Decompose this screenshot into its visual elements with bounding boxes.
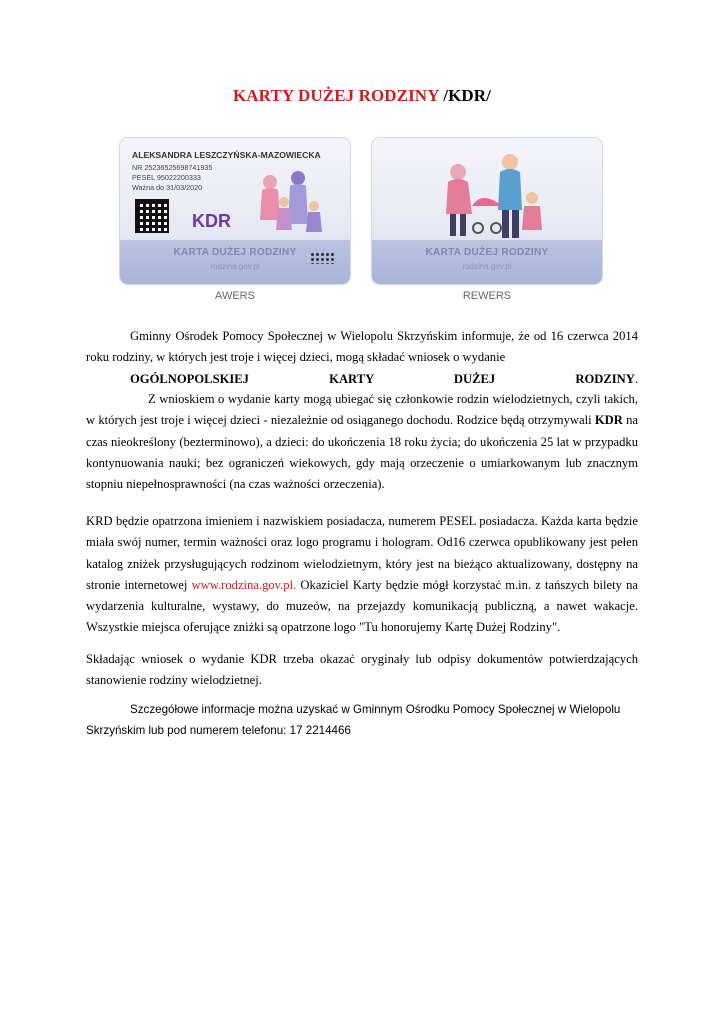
paragraph-card-details <box>86 511 638 639</box>
paragraph-intro-end: . <box>634 371 638 386</box>
paragraph-documents: Składając wniosek o wydanie KDR trzeba okazać oryginały lub odpisy dokumentów potwierdzających stanowienie rodziny wielodzietnej. <box>86 652 638 688</box>
contact-info: Szczegółowe informacje można uzyskać w Gminnym Ośrodku Pomocy Społecznej w Wielopolu Skrzyńskim lub pod numerem telefonu: 17 2214466 <box>86 703 621 737</box>
paragraph-eligibility-end: na czas nieokreślony (bezterminowo), a dzieci: do ukończenia 18 roku życia; do ukończenia 25 lat w przypadku kontynuowania nauki; bez ograniczeń wiekowych, gdy mają orzeczenie o umiarkowanym lub znacznym stopniu niepełnosprawności (na czas ważności orzeczenia). <box>86 413 638 492</box>
paragraph-card-details-start: KRD będzie opatrzona imieniem i nazwiskiem posiadacza, numerem PESEL posiadacza. Każda karta będzie miała swój numer, termin ważności oraz logo programu i hologram. Od16 czerwca opublikowany jest pełen katalog zniżek przysługujących rodzinom wielodzietnym, który jest na bieżąco aktualizowany, dostępny na stronie internetowej <box>86 514 638 592</box>
card-back <box>372 138 602 284</box>
qr-code-icon <box>135 199 169 233</box>
page-title <box>0 86 724 106</box>
card-front-name: KARTA DUŻEJ RODZINY <box>173 247 297 258</box>
card-holder-name: ALEKSANDRA LESZCZYŃSKA-MAZOWIECKA <box>132 150 321 160</box>
paragraph-card-details-end: Okaziciel Karty będzie mógł korzystać m.in. z tańszych bilety na wydarzenia kulturalne, wystawy, do muzeów, na przejazdy komunikacją publiczną, a nawet wakacje. Wszystkie miejsca oferujące zniżki są opatrzone logo "Tu honorujemy Kartę Dużej Rodziny". <box>86 577 638 635</box>
card-back-label: REWERS <box>462 290 512 302</box>
family-stroller-illustration-icon <box>422 148 552 248</box>
card-name-caps: OGÓLNOPOLSKIEJ KARTY DUŻEJ RODZINY <box>130 371 635 386</box>
card-illustration <box>0 138 724 308</box>
braille-icon <box>310 252 336 264</box>
paragraph-intro <box>86 326 638 390</box>
paragraph-eligibility <box>86 389 638 495</box>
title-main: KARTY DUŻEJ RODZINY <box>232 86 439 105</box>
paragraph-intro-caps-line <box>86 369 638 390</box>
paragraph-intro-text: Gminny Ośrodek Pomocy Społecznej w Wielopolu Skrzyńskim informuje, że od 16 czerwca 2014 roku rodziny, w których jest troje i więcej dzieci, mogą składać wniosek o wydanie <box>86 329 638 365</box>
card-valid-date: Ważna do 31/03/2020 <box>132 183 203 192</box>
card-pesel: PESEL 95022200333 <box>132 173 201 182</box>
kdr-bold: KDR <box>594 413 623 428</box>
rodzina-link[interactable]: www.rodzina.gov.pl. <box>191 577 297 592</box>
paragraph-eligibility-start: Z wnioskiem o wydanie karty mogą ubiegać się członkowie rodzin wielodzietnych, czyli takich, w których jest troje i więcej dzieci - niezależnie od osiąganego dochodu. Rodzice będą otrzymywali <box>86 392 638 428</box>
card-front-label: AWERS <box>215 290 255 302</box>
title-abbrev: /KDR/ <box>438 86 492 105</box>
card-back-name: KARTA DUŻEJ RODZINY <box>425 247 549 258</box>
card-front <box>120 138 350 284</box>
card-number: NR 25236525698741935 <box>132 163 213 172</box>
card-front-url: rodzina.gov.pl <box>210 262 260 271</box>
kdr-logo: KDR <box>192 211 231 231</box>
card-back-url: rodzina.gov.pl <box>462 262 512 271</box>
family-illustration-icon <box>240 168 336 244</box>
